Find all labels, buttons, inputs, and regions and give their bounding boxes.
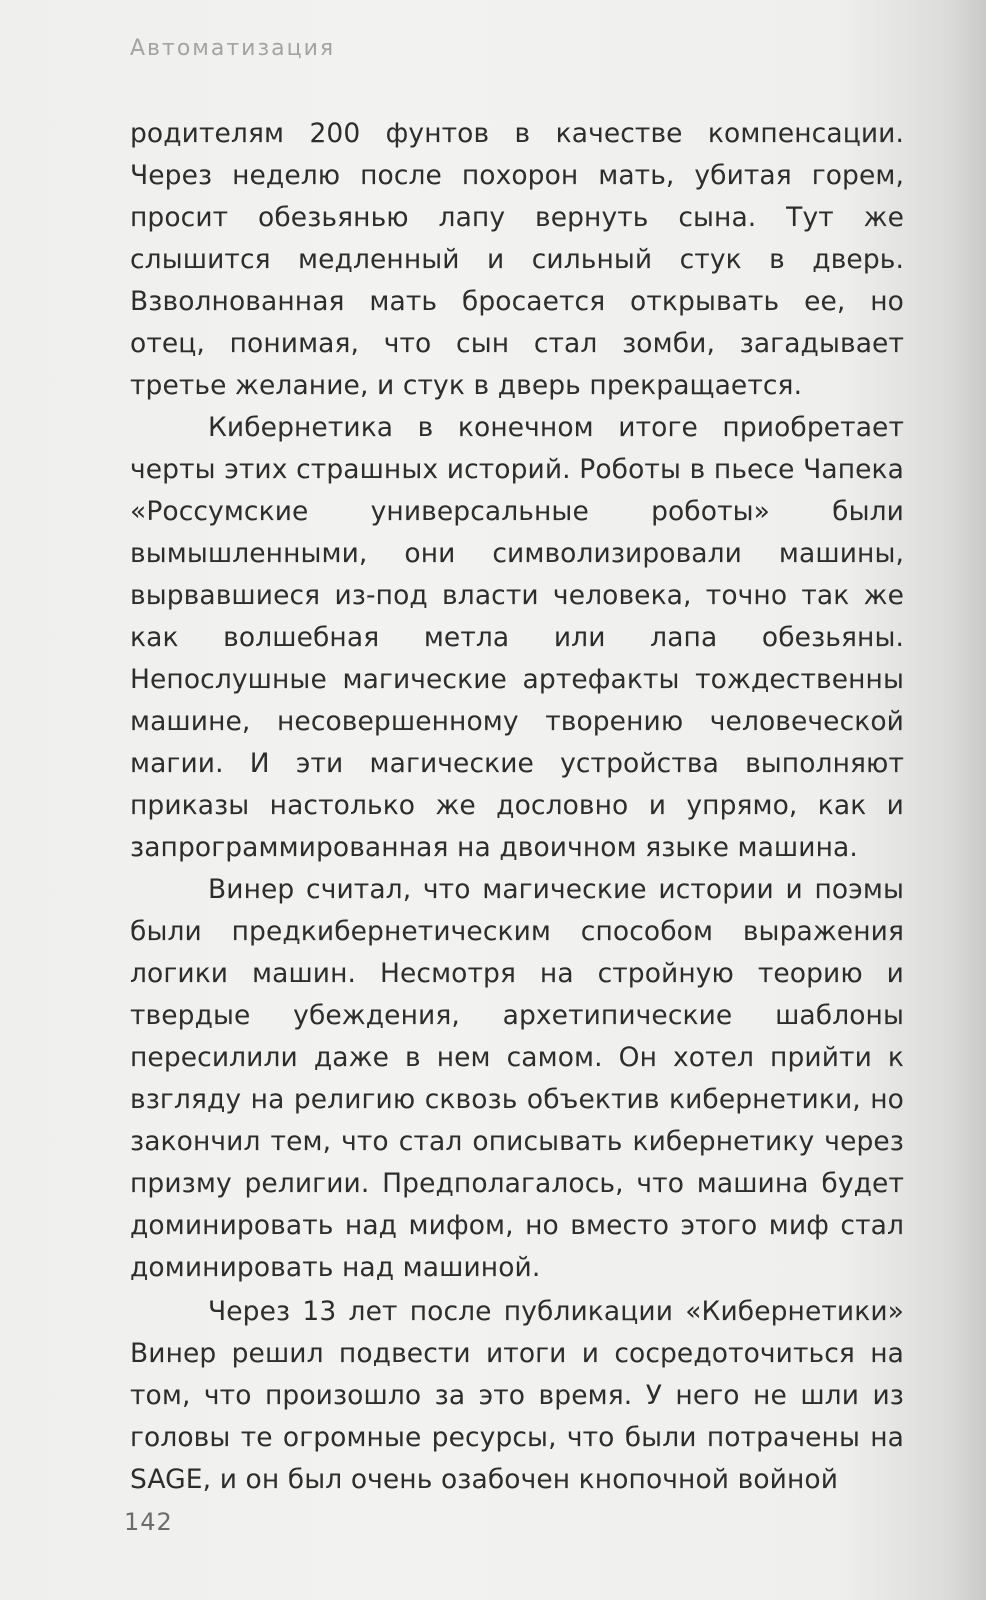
paragraph-4: Через 13 лет после публикации «Кибернетики» Винер решил подвести итоги и сосредоточиться на том, что произошло за это время. У него не шли из головы те огромные ресурсы, что были потрачены на SAGE, и он был очень озабочен кнопочной войной — [130, 1296, 904, 1495]
running-head: Автоматизация — [130, 36, 336, 61]
body-text — [130, 113, 904, 1501]
page-number: 142 — [124, 1508, 173, 1536]
paragraph-2: Кибернетика в конечном итоге приобретает черты этих страшных историй. Роботы в пьесе Чапека «Россумские универсальные роботы» были вымышленными, они символизировали машины, вырвавшиеся из-под власти человека, точно так же как волшебная метла или лапа обезьяны. Непослушные магические артефакты тождественны машине, несовершенному творению человеческой магии. И эти магические устройства выполняют приказы настолько же дословно и упрямо, как и запрограммированная на двоичном языке машина. — [130, 412, 904, 863]
paragraph-1: родителям 200 фунтов в качестве компенсации. Через неделю после похорон мать, убитая горем, просит обезьянью лапу вернуть сына. Тут же слышится медленный и сильный стук в дверь. Взволнованная мать бросается открывать ее, но отец, понимая, что сын стал зомби, загадывает третье желание, и стук в дверь прекращается. — [130, 118, 904, 401]
paragraph-3: Винер считал, что магические истории и поэмы были предкибернетическим способом выражения логики машин. Несмотря на стройную теорию и твердые убеждения, архетипические шаблоны пересилили даже в нем самом. Он хотел прийти к взгляду на религию сквозь объектив кибернетики, но закончил тем, что стал описывать кибернетику через призму религии. Предполагалось, что машина будет доминировать над мифом, но вместо этого миф стал доминировать над машиной. — [130, 874, 904, 1283]
